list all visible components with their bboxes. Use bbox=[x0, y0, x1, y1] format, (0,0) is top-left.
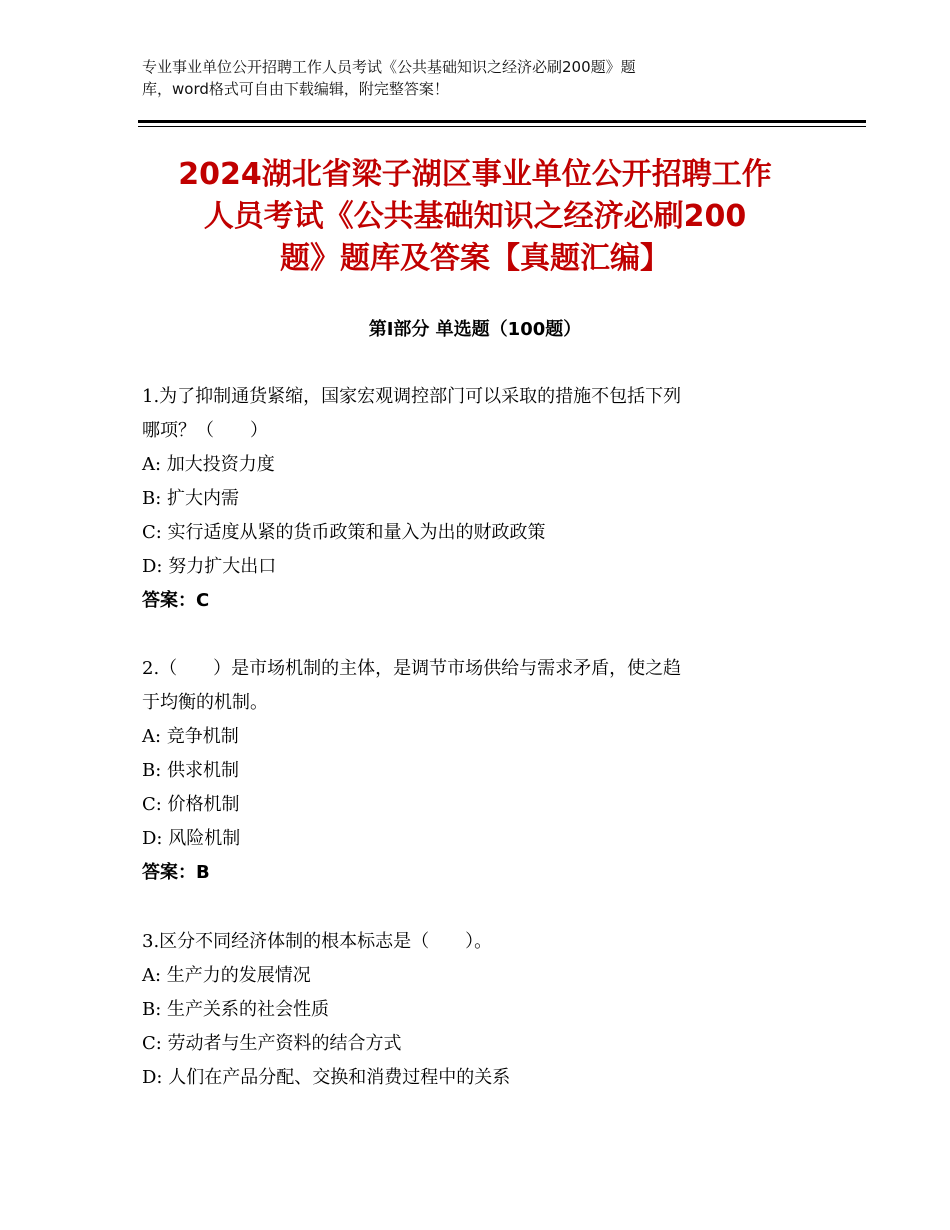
option-d: D: 风险机制 bbox=[142, 828, 241, 849]
option-a: A: 加大投资力度 bbox=[142, 454, 275, 475]
document-header bbox=[142, 56, 802, 100]
question-3 bbox=[142, 925, 802, 1095]
option-d: D: 努力扩大出口 bbox=[142, 556, 277, 577]
option-d: D: 人们在产品分配、交换和消费过程中的关系 bbox=[142, 1067, 511, 1088]
question-stem: 2.（ ）是市场机制的主体，是调节市场供给与需求矛盾，使之趋 bbox=[142, 658, 682, 679]
option-b: B: 扩大内需 bbox=[142, 488, 240, 509]
question-stem: 1.为了抑制通货紧缩，国家宏观调控部门可以采取的措施不包括下列 bbox=[142, 386, 682, 407]
title-line-1: 2024湖北省梁子湖区事业单位公开招聘工作 bbox=[178, 157, 772, 192]
document-title bbox=[120, 154, 830, 280]
answer: 答案：B bbox=[142, 862, 210, 883]
question-stem: 3.区分不同经济体制的根本标志是（ ）。 bbox=[142, 931, 493, 952]
section-heading: 第Ⅰ部分 单选题（100题） bbox=[368, 319, 582, 340]
header-line-1: 专业事业单位公开招聘工作人员考试《公共基础知识之经济必刷200题》题 bbox=[142, 58, 636, 76]
option-c: C: 劳动者与生产资料的结合方式 bbox=[142, 1033, 402, 1054]
option-a: A: 生产力的发展情况 bbox=[142, 965, 311, 986]
header-line-2: 库，word格式可自由下载编辑，附完整答案！ bbox=[142, 80, 449, 98]
question-1 bbox=[142, 380, 802, 618]
option-c: C: 实行适度从紧的货币政策和量入为出的财政政策 bbox=[142, 522, 546, 543]
header-divider-thin bbox=[138, 126, 866, 127]
option-a: A: 竞争机制 bbox=[142, 726, 239, 747]
title-line-3: 题》题库及答案【真题汇编】 bbox=[280, 241, 670, 276]
header-divider-thick bbox=[138, 120, 866, 123]
answer: 答案：C bbox=[142, 590, 210, 611]
option-b: B: 供求机制 bbox=[142, 760, 240, 781]
title-line-2: 人员考试《公共基础知识之经济必刷200 bbox=[203, 199, 747, 234]
question-2 bbox=[142, 652, 802, 890]
option-b: B: 生产关系的社会性质 bbox=[142, 999, 330, 1020]
option-c: C: 价格机制 bbox=[142, 794, 240, 815]
question-stem-cont: 于均衡的机制。 bbox=[142, 692, 268, 713]
question-stem-cont: 哪项？（ ） bbox=[142, 420, 268, 441]
